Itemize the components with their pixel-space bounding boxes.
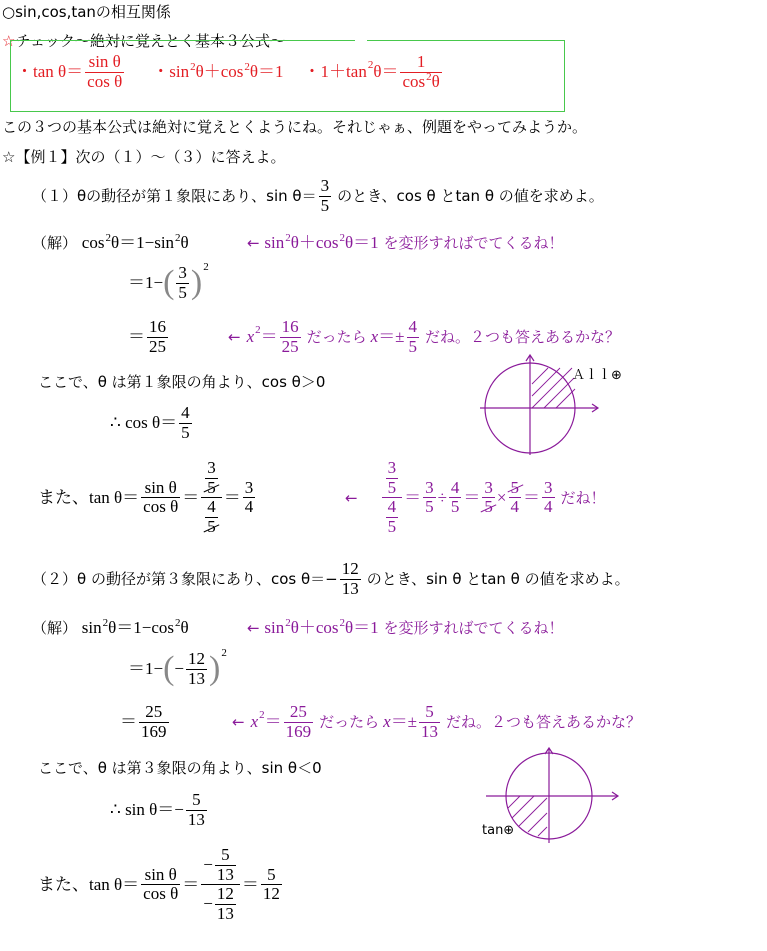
q2-therefore: ∴ sin θ＝− $\frac{5}{13}$: [110, 790, 205, 829]
q2-note1: ← $\sin^2\theta+\cos^2\theta=1$ を変形すればでてくるね！: [247, 617, 564, 637]
q1-note-also: ← $\frac{\frac{3}{5}}{\frac{4}{5}}$ ＝ $\frac{3}{5}$ ÷ $\frac{4}{5}$ ＝ $\frac{3}{5}$ × $\frac{5}{4}$ ＝ $\frac{3}{4}$ だね！: [345, 458, 606, 537]
q1-sol-line3: ＝ $\frac{16}{25}$: [128, 317, 166, 356]
q2-sol-line1: （解） $\sin^2\theta=1-\cos^2\theta$: [32, 617, 189, 637]
formula-1-den: cos θ: [87, 71, 123, 91]
q1-sol-line1: （解） $\cos^2\theta=1-\sin^2\theta$: [32, 232, 189, 252]
formula-1-num: sin θ: [88, 52, 121, 71]
q2-sol-line3: ＝ $\frac{25}{169}$: [120, 702, 167, 741]
q2-here: ここで、θ は第３象限の角より、sin θ＜0: [38, 759, 322, 777]
page-title: ○sin,cos,tanの相互関係: [2, 3, 171, 21]
q1-sol-line2: ＝1− ( $\frac{3}{5}$ ) 2: [128, 261, 209, 302]
intro-text: この３つの基本公式は絶対に覚えとくようにね。それじゃぁ、例題をやってみようか。: [2, 118, 588, 136]
q1-here: ここで、θ は第１象限の角より、cos θ＞0: [38, 373, 326, 391]
q2-note3: ← x 2 ＝ $\frac{25}{169}$ だったら x ＝± $\frac{5}{13}$ だね。２つも答えあるかな？: [232, 702, 642, 741]
q1-diagram-label: Ａｌｌ⊕: [572, 368, 622, 383]
star-icon: ☆: [2, 32, 16, 50]
bullet: ・: [152, 61, 170, 81]
q2-diagram-label: tan⊕: [482, 823, 515, 838]
q1-also: また、tan θ＝ $\frac{\text{sin θ}}{\text{cos θ}}$ ＝ $\frac{\frac{3}{5}}{\frac{4}{5}}$ ＝ $\frac{3}{4}$: [38, 458, 254, 537]
q1-note1: ← $\sin^2\theta+\cos^2\theta=1$ を変形すればでてくるね！: [247, 232, 564, 252]
formula-3: 1＋tan 2 θ＝ $\frac{1}{\cos^2\theta}$: [320, 52, 440, 91]
q1-statement: （１）θの動径が第１象限にあり、sin θ＝ $\frac{3}{5}$ のとき、cos θ とtan θ の値を求めよ。: [32, 176, 604, 215]
formula-2: $\sin^2\theta+\cos^2\theta=1$: [169, 60, 284, 81]
q1-note3: ← x 2 ＝ $\frac{16}{25}$ だったら x ＝± $\frac{4}{5}$ だね。２つも答えあるかな？: [228, 317, 621, 356]
bullet: ・: [16, 61, 33, 81]
check-label: チェック〜絶対に覚えとく基本３公式〜: [15, 32, 286, 50]
q2-also: また、tan θ＝ $\frac{\text{sin θ}}{\text{cos θ}}$ ＝ − $\frac{5}{13}$ − $\frac{12}{13}$ ＝ $\frac{5}{12}$: [38, 845, 280, 924]
formula-1: [33, 53, 126, 91]
formula-1-lhs: tan θ＝: [33, 61, 84, 81]
formula-row: [16, 53, 444, 91]
q2-statement: （２）θ の動径が第３象限にあり、cos θ＝− $\frac{12}{13}$ のとき、sin θ とtan θ の値を求めよ。: [32, 559, 630, 598]
bullet: ・: [303, 61, 321, 81]
q2-sol-line2: ＝1− ( − $\frac{12}{13}$ ) 2: [128, 647, 227, 688]
q1-therefore: ∴ cos θ＝ $\frac{4}{5}$: [110, 403, 190, 442]
example-heading: ☆【例１】次の（１）〜（３）に答えよ。: [2, 148, 286, 166]
